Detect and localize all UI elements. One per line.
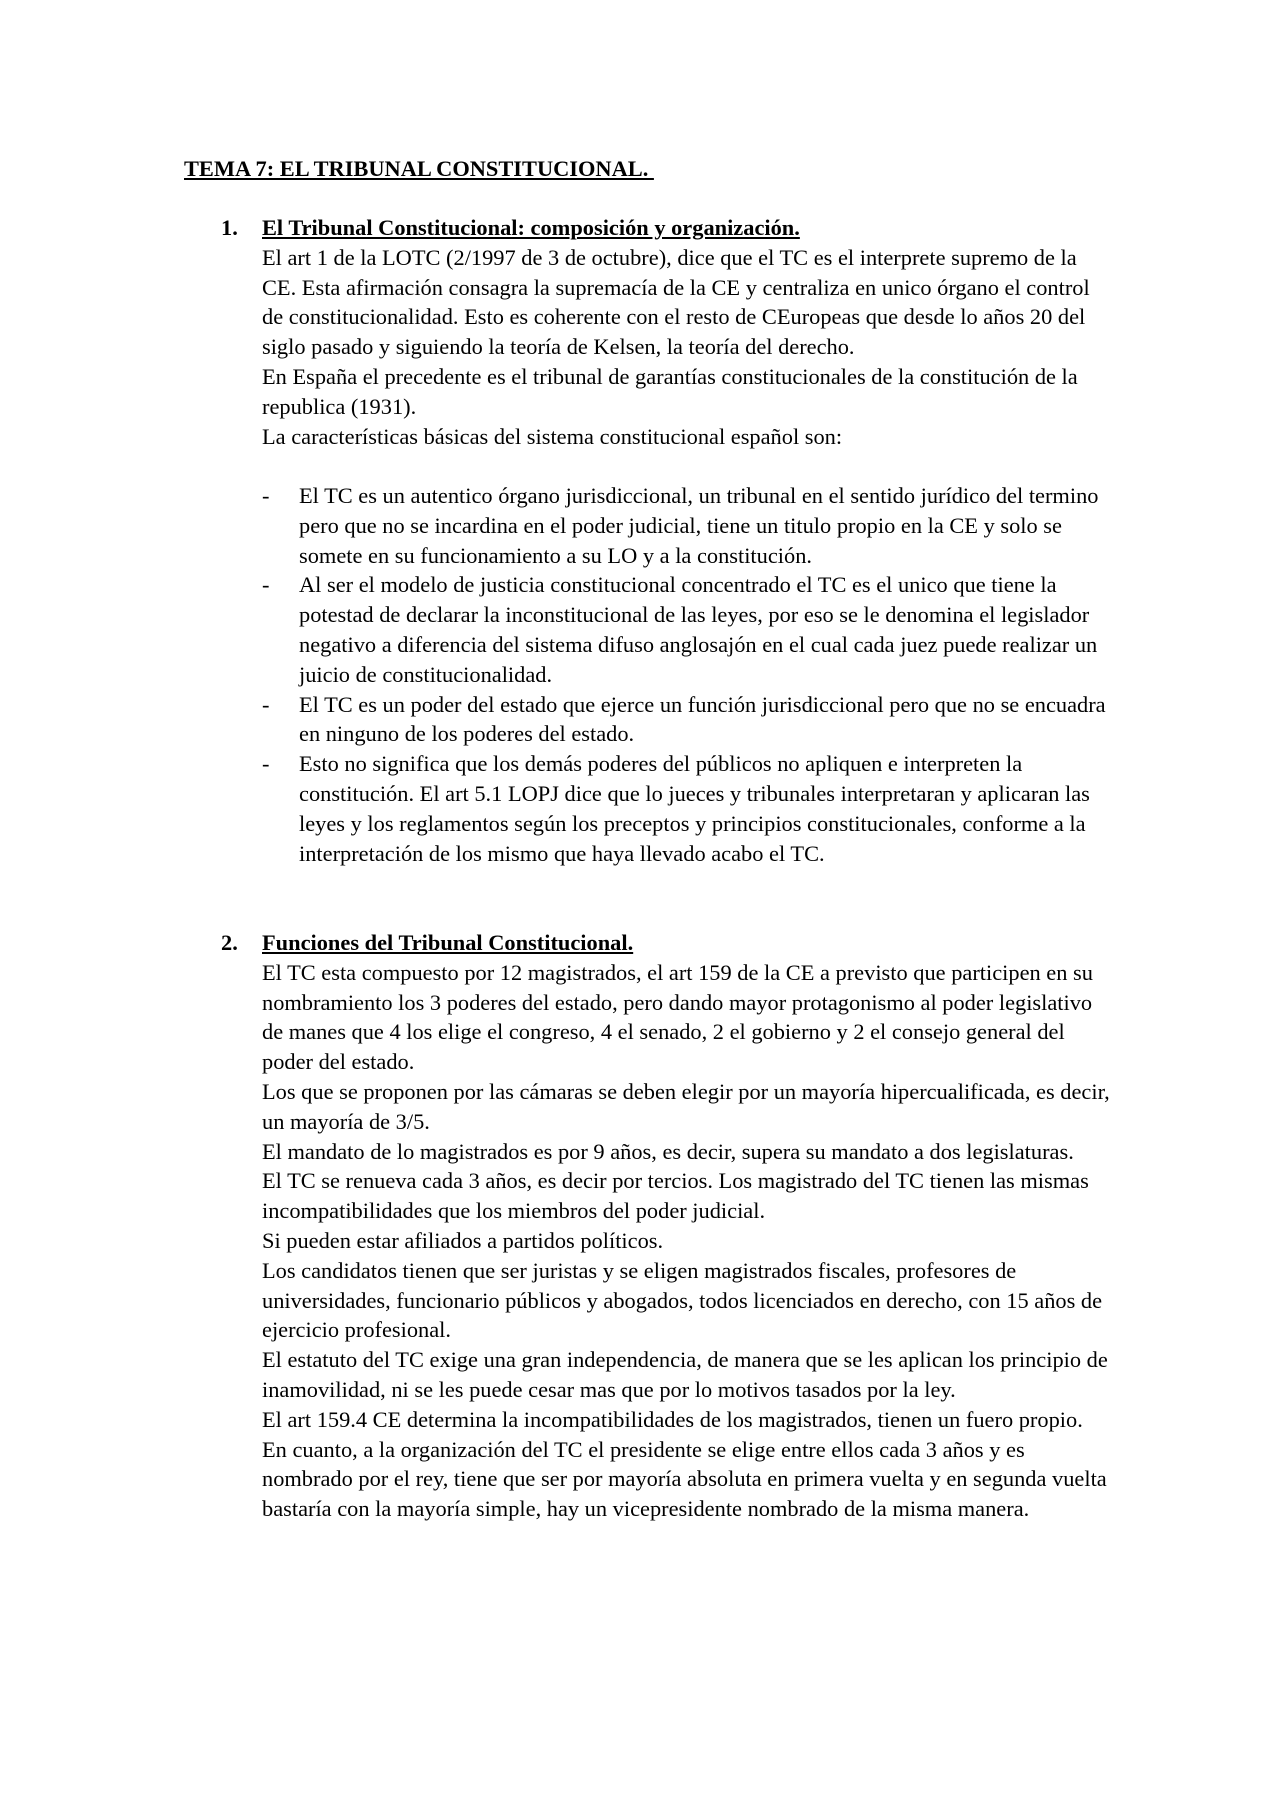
bullet-dash: - [262,751,270,777]
bullet-dash: - [262,483,270,508]
paragraph: Si pueden estar afiliados a partidos políticos. [262,1227,664,1253]
list-item [262,481,1112,570]
section-body [262,958,1112,1524]
section-heading: El Tribunal Constitucional: composición y organización. [262,215,800,240]
characteristics-list [262,481,1112,868]
paragraph: El art 1 de la LOTC (2/1997 de 3 de octubre), dice que el TC es el interprete supremo de la CE. Esta afirmación consagra la supremacía de la CE y centraliza en unico órgano el control de constitucionalidad. Esto es coherente con el resto de CEuropeas que desde lo años 20 del siglo pasado y siguiendo la teoría de Kelsen, la teoría del derecho. [262,244,1090,360]
section-number: 2. [221,930,238,955]
bullet-dash: - [262,572,270,598]
paragraph: El estatuto del TC exige una gran independencia, de manera que se les aplican los principio de inamovilidad, ni se les puede cesar mas que por lo motivos tasados por la ley. [262,1347,1108,1402]
paragraph: Los que se proponen por las cámaras se deben elegir por un mayoría hipercualificada, es decir, un mayoría de 3/5. [262,1078,1110,1134]
list-item [262,690,1112,750]
section-heading: Funciones del Tribunal Constitucional. [262,930,634,955]
list-item [262,570,1112,689]
paragraph: El mandato de lo magistrados es por 9 años, es decir, supera su mandato a dos legislaturas. [262,1138,1074,1164]
list-item [262,749,1112,868]
list-item-text: El TC es un autentico órgano jurisdiccional, un tribunal en el sentido jurídico del termino pero que no se incardina en el poder judicial, tiene un titulo propio en la CE y solo se somete en su funcionamiento a su LO y a la constitución. [299,483,1099,568]
list-item-text: El TC es un poder del estado que ejerce un función jurisdiccional pero que no se encuadra en ninguno de los poderes del estado. [299,691,1106,747]
paragraph: En España el precedente es el tribunal de garantías constitucionales de la constitución de la republica (1931). [262,363,1078,419]
paragraph: El TC se renueva cada 3 años, es decir por tercios. Los magistrado del TC tienen las mismas incompatibilidades que los miembros del poder judicial. [262,1168,1089,1224]
paragraph: El art 159.4 CE determina la incompatibilidades de los magistrados, tienen un fuero propio. [262,1406,1083,1432]
paragraph: En cuanto, a la organización del TC el presidente se elige entre ellos cada 3 años y es nombrado por el rey, tiene que ser por mayoría absoluta en primera vuelta y en segunda vuelta bastaría con la mayoría simple, hay un vicepresidente nombrado de la misma manera. [262,1436,1107,1522]
paragraph: Los candidatos tienen que ser juristas y se eligen magistrados fiscales, profesores de universidades, funcionario públicos y abogados, todos licenciados en derecho, con 15 años de ejercicio profesional. [262,1257,1103,1343]
paragraph: El TC esta compuesto por 12 magistrados, el art 159 de la CE a previsto que participen en su nombramiento los 3 poderes del estado, pero dando mayor protagonismo al poder legislativo de manes que 4 los elige el congreso, 4 el senado, 2 el gobierno y 2 el consejo general del poder del estado. [262,959,1093,1075]
bullet-dash: - [262,691,270,717]
list-item-text: Esto no significa que los demás poderes del públicos no apliquen e interpreten la constitución. El art 5.1 LOPJ dice que lo jueces y tribunales interpretaran y aplicaran las leyes y los reglamentos según los preceptos y principios constitucionales, conforme a la interpretación de los mismo que haya llevado acabo el TC. [299,751,1090,866]
list-item-text: Al ser el modelo de justicia constitucional concentrado el TC es el unico que tiene la potestad de declarar la inconstitucional de las leyes, por eso se le denomina el legislador negativo a diferencia del sistema difuso anglosajón en el cual cada juez puede realizar un juicio de constitucionalidad. [299,572,1098,687]
section-body [262,243,1112,452]
paragraph: La características básicas del sistema constitucional español son: [262,423,843,449]
document-title: TEMA 7: EL TRIBUNAL CONSTITUCIONAL. [184,156,654,181]
section-number: 1. [221,215,238,240]
